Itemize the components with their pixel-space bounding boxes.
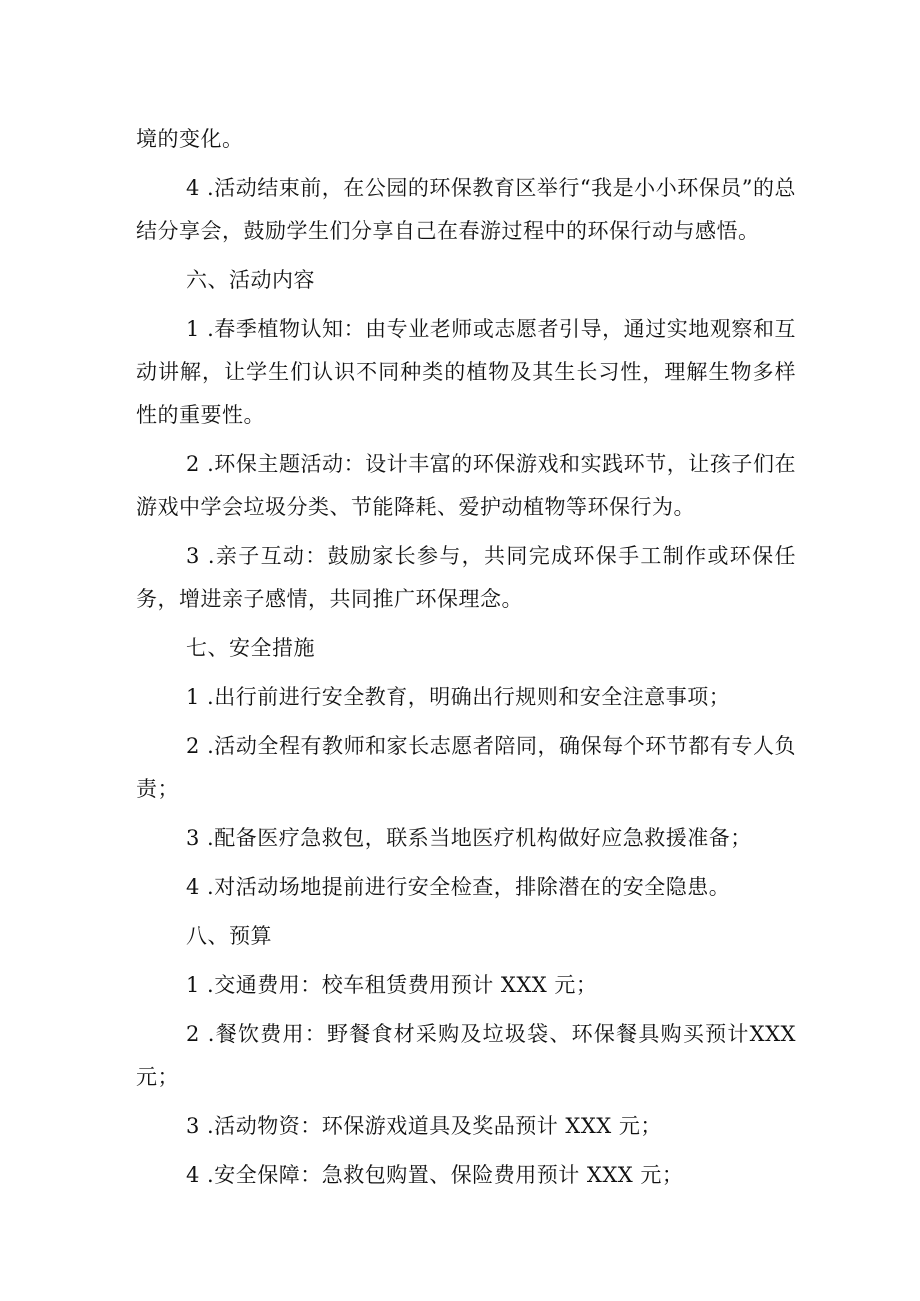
section-heading-safety: 七、安全措施 <box>186 636 315 660</box>
section-heading-budget: 八、预算 <box>186 924 272 948</box>
paragraph-budget-4: 4 .安全保障：急救包购置、保险费用预计 XXX 元； <box>186 1163 684 1187</box>
paragraph-item-3-parent-child: 3 .亲子互动：鼓励家长参与，共同完成环保手工制作或环保任务，增进亲子感情，共同推广环保理念。 <box>136 544 796 611</box>
paragraph-safety-4: 4 .对活动场地提前进行安全检查，排除潜在的安全隐患。 <box>186 875 731 899</box>
paragraph-budget-1: 1 .交通费用：校车租赁费用预计 XXX 元； <box>186 973 598 997</box>
document-body <box>136 118 796 1203</box>
paragraph-safety-2: 2 .活动全程有教师和家长志愿者陪同，确保每个环节都有专人负责； <box>136 734 796 801</box>
paragraph-item-1-plants: 1 .春季植物认知：由专业老师或志愿者引导，通过实地观察和互动讲解，让学生们认识不同种类的植物及其生长习性，理解生物多样性的重要性。 <box>136 317 796 427</box>
paragraph-safety-3: 3 .配备医疗急救包，联系当地医疗机构做好应急救援准备； <box>186 826 752 850</box>
paragraph-continuation: 境的变化。 <box>136 127 244 151</box>
paragraph-safety-1: 1 .出行前进行安全教育，明确出行规则和安全注意事项； <box>186 685 731 709</box>
section-heading-activity-content: 六、活动内容 <box>186 268 315 292</box>
paragraph-item-2-eco-activity: 2 .环保主题活动：设计丰富的环保游戏和实践环节，让孩子们在游戏中学会垃圾分类、节能降耗、爱护动植物等环保行为。 <box>136 452 796 519</box>
paragraph-budget-2: 2 .餐饮费用：野餐食材采购及垃圾袋、环保餐具购买预计XXX 元； <box>136 1022 796 1089</box>
paragraph-item-4-summary: 4 .活动结束前，在公园的环保教育区举行“我是小小环保员”的总结分享会，鼓励学生们分享自己在春游过程中的环保行动与感悟。 <box>136 176 796 243</box>
paragraph-budget-3: 3 .活动物资：环保游戏道具及奖品预计 XXX 元； <box>186 1114 662 1138</box>
